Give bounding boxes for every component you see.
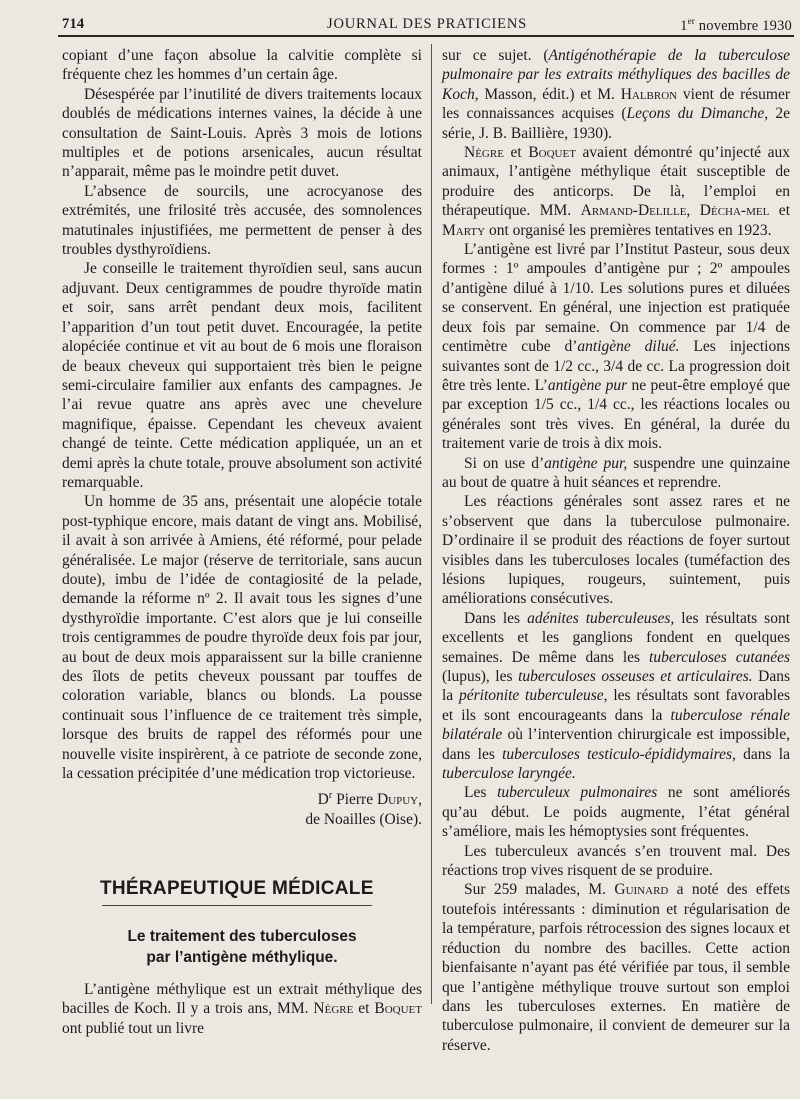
author-boquet: Boquet (374, 1000, 422, 1018)
left-paragraph-2: Désespérée par l’inutilité de divers traitements locaux doublés de médications internes vaines, la décide à une consultation de Saint-Louis. Après 3 mois de lotions multiples et de potions arsenicales, aucun résultat n’apparait, même pas le moindre petit duvet. (62, 85, 422, 181)
section-rule (102, 905, 372, 906)
r6-renale: tuberculose rénale bilatérale (442, 706, 790, 744)
r6-g: dans la (735, 745, 790, 763)
r1-book-title: Antigénothérapie de la tuberculose pulmonaire par les extraits méthyliques des bacilles de Koch, (442, 47, 790, 103)
left-column (62, 46, 422, 1038)
left-paragraph-4: Je conseille le traitement thyroïdien seul, sans aucun adjuvant. Deux centigrammes de poudre thyroïde matin et soir, sans arrêt pendant deux mois, facilitent l’apparition d’un tout petit duvet. Encouragée, la petite alopéciée continue et vit au bout de 6 mois une floraison de beaux cheveux qui supportaient très bien le peigne semi-circulaire familier aux enfants des campagnes. Je l’ai revue quatre ans après avec une chevelure magnifique, épaisse. Cependant les cheveux avaient changé de teinte. Cette médication appliquée, un an et demi après la chute totale, prouve absolument son activité remarquable. (62, 260, 422, 491)
r1-c: vient de résumer les connaissances acquises ( (442, 85, 790, 123)
author-last-name: Dupuy, (376, 791, 422, 809)
r1-lecons: Leçons du Dimanche, (626, 105, 769, 123)
issue-date-rest: novembre 1930 (694, 17, 792, 34)
issue-date (680, 16, 792, 35)
r3-antigene-dilue: antigène dilué. (577, 338, 680, 356)
left-paragraph-6 (62, 980, 422, 1038)
section-title: THÉRAPEUTIQUE MÉDICALE (100, 878, 374, 900)
r4-b: suspendre une quinzaine au bout de quatre à huit séances et reprendre. (442, 454, 791, 491)
r6-peritonite: péritonite tuberculeuse, (458, 687, 608, 705)
author-negre: Nègre (313, 1000, 354, 1018)
author-signature (62, 786, 422, 829)
author-place: de Noailles (Oise). (305, 811, 422, 828)
right-paragraph-4 (442, 454, 790, 493)
r6-laryngee: tuberculose laryngée. (442, 765, 576, 783)
r2-d: ont organisé les premières tentatives en 1923. (485, 221, 772, 239)
r2-marty: Marty (442, 221, 486, 239)
r1-d: 2e série, J. B. Baillière, 1930). (442, 105, 790, 142)
right-paragraph-1 (442, 46, 790, 143)
page-number: 714 (62, 16, 85, 32)
author-first-name: Pierre (332, 791, 377, 809)
r6-f: où l’intervention chirurgicale est impossible, dans les (442, 726, 790, 763)
running-header (62, 12, 792, 36)
r6-e: les résultats sont favorables et ils sont encourageants dans la (442, 687, 790, 724)
r6-adenites: adénites tuberculeuses, (527, 609, 675, 627)
column-rule (431, 44, 432, 1004)
r1-a: sur ce sujet. ( (442, 47, 549, 64)
r4-a: Si on use d’ (464, 454, 545, 472)
issue-date-day: 1 (680, 17, 688, 34)
right-paragraph-3 (442, 240, 790, 453)
r1-b: Masson, édit.) et M. (478, 85, 621, 103)
r6-a: Dans les (464, 609, 528, 627)
r6-testiculo: tuberculoses testiculo-épididymaires, (502, 745, 736, 763)
r6-b: les résultats sont excellents et les ganglions fondent en quelques semaines. De même dans les (442, 609, 790, 666)
right-paragraph-8: Les tuberculeux avancés s’en trouvent mal. Des réactions trop vives risquent de se produire. (442, 842, 790, 880)
r3-c: ne peut-être employé que par exception 1/5 cc., 1/4 cc., les réactions locales ou générales sont très vives. En général, la durée du traitement varie de trois à dix mois. (442, 376, 791, 453)
r9-b: a noté des effets toutefois intéressants : diminution et régularisation de la température, parfois rétrocession des signes locaux et réduction du nombre des bacilles. Cette action bienfaisante n’ayant pas été vérifiée par tous, il semble que l’antigène méthylique trouve surtout son emploi dans les tuberculoses externes. En matière de tuberculose pulmonaire, il convient de demeurer sur la réserve. (442, 881, 790, 1054)
r2-b: avaient démontré qu’injecté aux animaux, l’antigène méthylique était susceptible de produire des anticorps. De là, l’emploi en thérapeutique. MM. (442, 144, 790, 220)
r7-pulmonaires: tuberculeux pulmonaires (497, 784, 658, 802)
r3-antigene-pur: antigène pur (547, 376, 628, 394)
issue-date-sup: er (687, 16, 695, 26)
r2-a: et (503, 144, 529, 162)
r6-c: (lupus), les (442, 668, 519, 685)
author-guinard: Guinard (614, 881, 669, 899)
author-title-sup: r (328, 790, 333, 802)
left-paragraph-1: copiant d’une façon absolue la calvitie complète si fréquente chez les hommes d’un certain âge. (62, 47, 422, 84)
r7-b: ne sont améliorés qu’au début. Le poids augmente, l’état général s’améliore, mais les hémoptysies sont fréquentes. (442, 784, 790, 841)
r2-armand-delille: Armand-Delille, Décha-mel (580, 202, 770, 220)
r9-a: Sur 259 malades, M. (464, 881, 615, 899)
left-paragraph-5: Un homme de 35 ans, présentait une alopécie totale post-typhique encore, mais datant de vingt ans. Mobilisé, il avait à son arrivée à Amiens, été réformé, pour pelade généralisée. Le major (réserve de territoriale, sans aucun doute), imbu de l’idée de contagiosité de la pelade, demande la réforme nº 2. Il avait tous les signes d’une dysthyroïdie importante. C’est alors que je lui conseille trois centigrammes de poudre thyroïde deux fois par jour, au bout de deux mois apparaissent sur la bille cranienne des îlots de petits cheveux poussant par touffes de coloration variable, blancs ou blonds. La pousse continuait sous l’influence de ce traitement très simple, lorsque des bruits de rappel des réformés pour une nouvelle visite inspirèrent, à ce patriote de seconde zone, la cessation précipitée d’une médication trop victorieuse. (62, 493, 422, 783)
r6-osseuses: tuberculoses osseuses et articulaires. (518, 668, 753, 685)
right-paragraph-2 (442, 143, 790, 240)
r3-b: Les injections suivantes sont de 1/2 cc., 3/4 de cc. La progression doit être très lente. L’ (442, 338, 790, 394)
left-paragraph-3: L’absence de sourcils, une acrocyanose des extrémités, une frilosité très accusée, des somnolences matutinales injustifiées, me permettent de penser à des troubles dysthyroïdiens. (62, 182, 422, 259)
r3-a: L’antigène est livré par l’Institut Pasteur, sous deux formes : 1º ampoules d’antigène pur ; 2º ampoules d’antigène dilué à 1/10. Les solutions pures et diluées se conservent. En général, une injection est pratiquée deux fois par semaine. On commence par 1/4 de centimètre cube d’ (442, 241, 790, 356)
right-paragraph-7 (442, 783, 790, 841)
r6-d: Dans la (442, 668, 790, 705)
article-title-line-2: par l’antigène méthylique. (146, 948, 338, 966)
right-paragraph-6 (442, 609, 790, 784)
p6-text-c: ont publié tout un livre (62, 1019, 205, 1037)
r6-cutanees: tuberculoses cutanées (649, 648, 791, 666)
header-rule (58, 35, 794, 37)
r4-antigene-pur: antigène pur, (544, 454, 628, 472)
r7-a: Les (464, 784, 498, 802)
p6-text-b: et (353, 1000, 375, 1018)
r2-c: et (769, 202, 790, 220)
p6-text-a: L’antigène méthylique est un extrait méthylique des bacilles de Koch. Il y a trois ans, MM. (62, 980, 422, 1018)
right-paragraph-9 (442, 880, 790, 1055)
author-halbron: Halbron (620, 85, 678, 103)
r2-negre: Nègre (464, 144, 504, 162)
journal-title: JOURNAL DES PRATICIENS (327, 16, 527, 32)
article-title (62, 926, 422, 968)
right-column (442, 46, 790, 1055)
author-title: D (317, 791, 329, 809)
article-title-line-1: Le traitement des tuberculoses (127, 927, 357, 945)
r2-boquet: Boquet (528, 144, 576, 162)
author-name (62, 786, 422, 810)
right-paragraph-5: Les réactions générales sont assez rares et ne s’observent que dans la tuberculose pulmonaire. D’ordinaire il se produit des réactions de foyer surtout visibles dans les tuberculoses locales (tuméfaction des lésions lupiques, rougeurs, suintement, puis améliorations consécutives. (442, 493, 790, 608)
